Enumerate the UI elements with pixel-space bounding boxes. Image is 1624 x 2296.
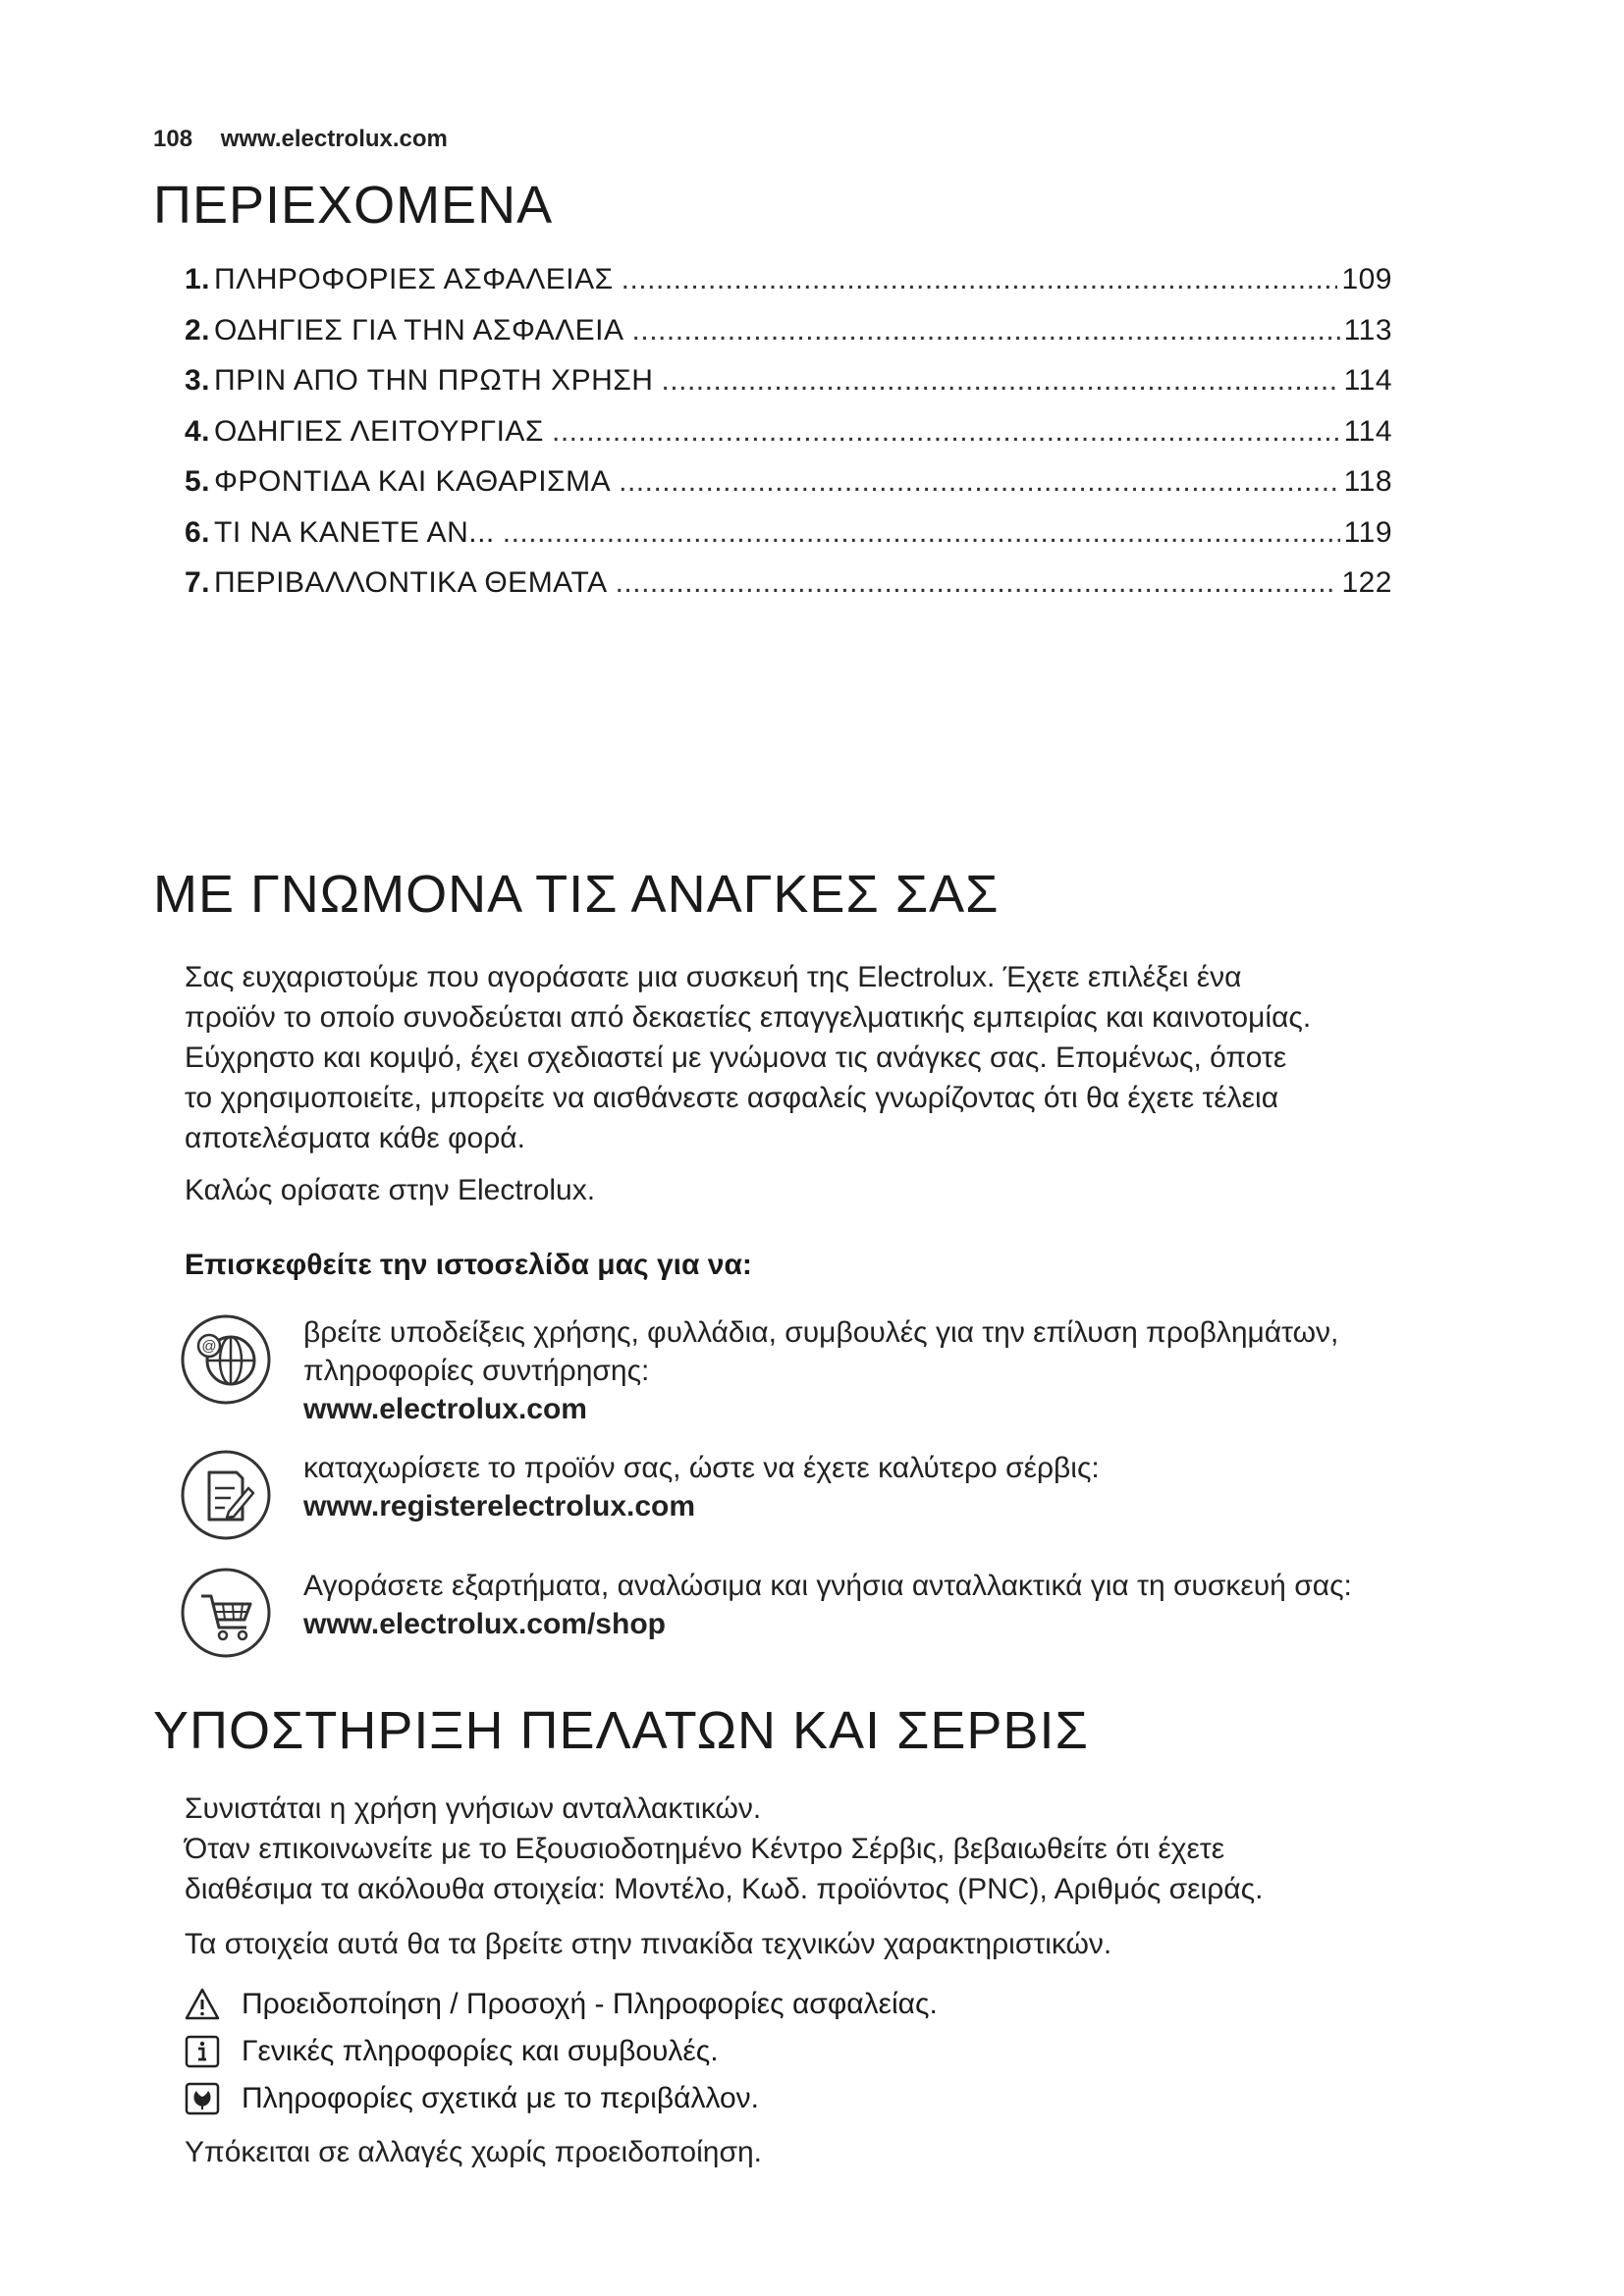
legend-text: Γενικές πληροφορίες και συμβουλές. <box>242 2035 719 2067</box>
toc-entry[interactable] <box>185 364 1392 415</box>
intro-line: αποτελέσματα κάθε φορά. <box>185 1122 525 1154</box>
electrolux-link[interactable]: www.electrolux.com <box>303 1393 587 1425</box>
toc-entry-page: 119 <box>1343 515 1392 549</box>
page-header <box>153 126 448 153</box>
toc-entry-number: 1. <box>185 263 211 295</box>
info-icon <box>185 2034 220 2069</box>
toc-dot-leader <box>619 465 1340 499</box>
toc-entry[interactable] <box>185 263 1392 314</box>
toc-entry-number: 5. <box>185 465 211 498</box>
legend-info <box>185 2030 719 2073</box>
globe-at-icon <box>180 1313 272 1406</box>
intro-line: προϊόν το οποίο συνοδεύεται από δεκαετίες επαγγελματικής εμπειρίας και καινοτομίας. <box>185 1001 1312 1034</box>
needs-section-title: ΜΕ ΓΝΩΜΟΝΑ ΤΙΣ ΑΝΑΓΚΕΣ ΣΑΣ <box>153 865 1000 924</box>
toc-dot-leader <box>503 516 1340 550</box>
toc-entry-number: 6. <box>185 515 211 549</box>
table-of-contents <box>185 263 1392 617</box>
toc-entry[interactable] <box>185 415 1392 466</box>
visit-item-line: Αγοράσετε εξαρτήματα, αναλώσιμα και γνήσια ανταλλακτικά για τη συσκευή σας: <box>303 1570 1352 1602</box>
toc-dot-leader <box>661 364 1339 398</box>
visit-item-line: πληροφορίες συντήρησης: <box>303 1355 650 1387</box>
welcome-text: Καλώς ορίσατε στην Electrolux. <box>185 1174 596 1206</box>
toc-entry-number: 3. <box>185 364 211 397</box>
rating-plate-note: Τα στοιχεία αυτά θα τα βρείτε στην πινακίδα τεχνικών χαρακτηριστικών. <box>185 1928 1112 1960</box>
legend-text: Πληροφορίες σχετικά με το περιβάλλον. <box>242 2082 760 2114</box>
toc-entry-page: 118 <box>1343 465 1392 498</box>
toc-entry-label: ΠΡΙΝ ΑΠΟ ΤΗΝ ΠΡΩΤΗ ΧΡΗΣΗ <box>214 364 654 397</box>
visit-heading: Επισκεφθείτε την ιστοσελίδα μας για να: <box>185 1249 752 1281</box>
toc-entry-number: 7. <box>185 566 211 599</box>
toc-entry[interactable] <box>185 516 1392 567</box>
toc-entry-label: ΠΛΗΡΟΦΟΡΙΕΣ ΑΣΦΑΛΕΙΑΣ <box>214 263 614 295</box>
toc-entry-label: ΠΕΡΙΒΑΛΛΟΝΤΙΚΑ ΘΕΜΑΤΑ <box>214 566 608 599</box>
support-paragraph <box>185 1789 1490 1909</box>
warning-triangle-icon <box>185 1987 220 2022</box>
support-line: Συνιστάται η χρήση γνήσιων ανταλλακτικών. <box>185 1792 762 1825</box>
toc-dot-leader <box>632 314 1340 347</box>
toc-entry-label: ΟΔΗΓΙΕΣ ΛΕΙΤΟΥΡΓΙΑΣ <box>214 414 544 448</box>
visit-item-register <box>180 1449 1515 1547</box>
legend-environment <box>185 2077 759 2120</box>
visit-item-line: βρείτε υποδείξεις χρήσης, φυλλάδια, συμβουλές για την επίλυση προβλημάτων, <box>303 1316 1339 1349</box>
toc-entry-label: ΤΙ ΝΑ ΚΑΝΕΤΕ ΑΝ... <box>214 515 495 549</box>
shopping-cart-icon <box>180 1567 272 1659</box>
page-number: 108 <box>153 126 193 152</box>
visit-item-line: καταχωρίσετε το προϊόν σας, ώστε να έχετε καλύτερο σέρβις: <box>303 1452 1100 1484</box>
toc-entry-page: 109 <box>1341 263 1392 295</box>
intro-line: το χρησιμοποιείτε, μπορείτε να αισθάνεστε ασφαλείς γνωρίζοντας ότι θα έχετε τέλεια <box>185 1082 1279 1114</box>
changes-note: Υπόκειται σε αλλαγές χωρίς προειδοποίηση. <box>185 2136 763 2168</box>
toc-entry-number: 2. <box>185 313 211 347</box>
header-url[interactable]: www.electrolux.com <box>220 126 448 152</box>
toc-entry[interactable] <box>185 314 1392 365</box>
support-line: διαθέσιμα τα ακόλουθα στοιχεία: Μοντέλο, Κωδ. προϊόντος (PNC), Αριθμός σειράς. <box>185 1873 1264 1905</box>
visit-item-shop <box>180 1567 1515 1665</box>
support-section-title: ΥΠΟΣΤΗΡΙΞΗ ΠΕΛΑΤΩΝ ΚΑΙ ΣΕΡΒΙΣ <box>153 1701 1089 1760</box>
toc-entry-label: ΦΡΟΝΤΙΔΑ ΚΑΙ ΚΑΘΑΡΙΣΜΑ <box>214 465 612 498</box>
register-document-icon <box>180 1449 272 1541</box>
intro-line: Σας ευχαριστούμε που αγοράσατε μια συσκευή της Electrolux. Έχετε επιλέξει ένα <box>185 961 1242 993</box>
toc-title: ΠΕΡΙΕΧΟΜΕΝΑ <box>153 176 554 235</box>
toc-dot-leader <box>552 415 1340 449</box>
legend-warning <box>185 1983 938 2026</box>
toc-entry-page: 122 <box>1341 566 1392 599</box>
intro-line: Εύχρηστο και κομψό, έχει σχεδιαστεί με γνώμονα τις ανάγκες σας. Επομένως, όποτε <box>185 1041 1287 1074</box>
toc-entry-number: 4. <box>185 414 211 448</box>
support-line: Όταν επικοινωνείτε με το Εξουσιοδοτημένο Κέντρο Σέρβις, βεβαιωθείτε ότι έχετε <box>185 1833 1225 1865</box>
environment-icon <box>185 2081 220 2116</box>
shop-link[interactable]: www.electrolux.com/shop <box>303 1608 666 1640</box>
toc-entry[interactable] <box>185 566 1392 617</box>
toc-entry-label: ΟΔΗΓΙΕΣ ΓΙΑ ΤΗΝ ΑΣΦΑΛΕΙΑ <box>214 313 624 347</box>
intro-paragraph <box>185 957 1490 1158</box>
toc-entry[interactable] <box>185 465 1392 516</box>
toc-entry-page: 114 <box>1343 414 1392 448</box>
visit-item-support <box>180 1313 1515 1425</box>
toc-entry-page: 114 <box>1343 364 1392 397</box>
toc-dot-leader <box>622 263 1338 296</box>
register-link[interactable]: www.registerelectrolux.com <box>303 1490 696 1522</box>
legend-text: Προειδοποίηση / Προσοχή - Πληροφορίες ασφαλείας. <box>242 1988 938 2020</box>
toc-dot-leader <box>616 566 1338 600</box>
toc-entry-page: 113 <box>1343 313 1392 347</box>
svg-text:@: @ <box>201 1338 217 1355</box>
